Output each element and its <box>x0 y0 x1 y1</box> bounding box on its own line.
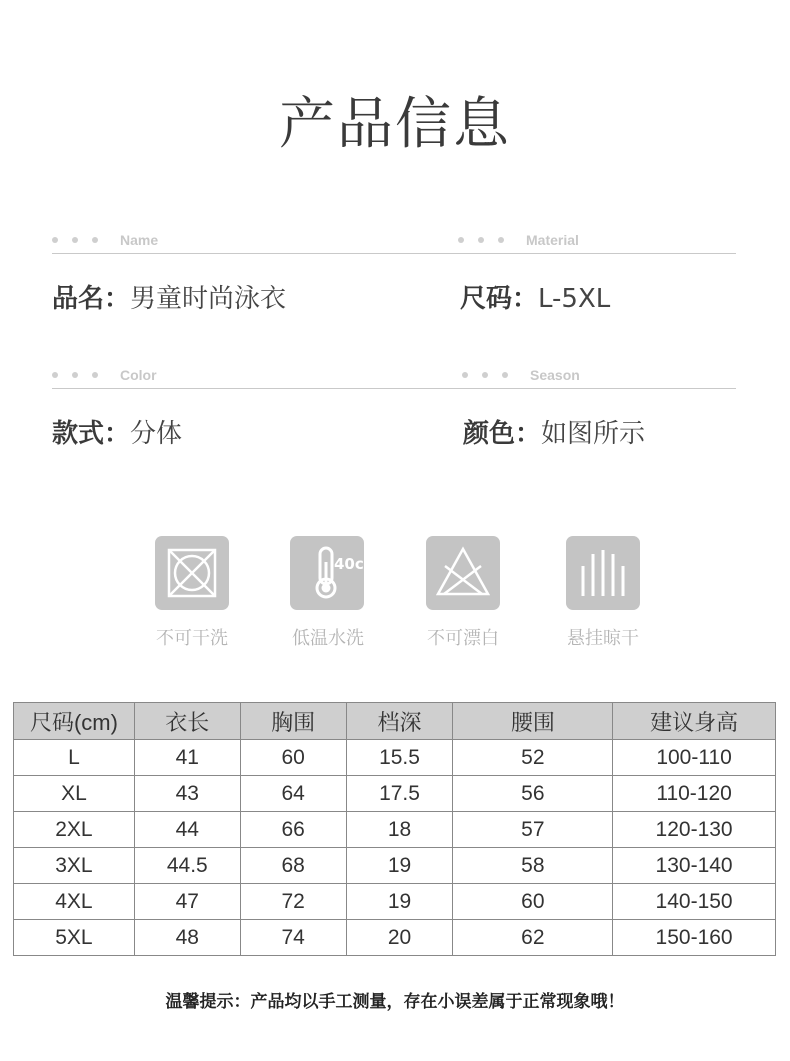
column-header: 腰围 <box>453 703 613 740</box>
measurement-tip: 温馨提示：产品均以手工测量，存在小误差属于正常现象哦！ <box>165 992 625 1012</box>
column-header: 档深 <box>346 703 453 740</box>
table-cell: 5XL <box>14 920 135 956</box>
table-cell: 19 <box>346 884 453 920</box>
table-row <box>14 776 776 812</box>
no-bleach-icon <box>426 536 500 610</box>
size-table <box>13 702 776 956</box>
field-label-text: Material <box>526 232 579 248</box>
table-cell: 57 <box>453 812 613 848</box>
table-cell: XL <box>14 776 135 812</box>
table-cell: 58 <box>453 848 613 884</box>
field-label-name <box>52 230 376 250</box>
field-size <box>460 284 610 314</box>
table-cell: 72 <box>240 884 346 920</box>
table-cell: 18 <box>346 812 453 848</box>
table-cell: 20 <box>346 920 453 956</box>
table-cell: 4XL <box>14 884 135 920</box>
table-cell: 52 <box>453 740 613 776</box>
table-cell: 60 <box>453 884 613 920</box>
field-label-text: Color <box>120 367 157 383</box>
field-color <box>463 419 645 449</box>
table-row <box>14 740 776 776</box>
field-key: 颜色： <box>463 419 542 449</box>
table-cell: 17.5 <box>346 776 453 812</box>
no-tumble-dry-icon <box>155 536 229 610</box>
table-cell: 150-160 <box>613 920 776 956</box>
table-row <box>14 848 776 884</box>
table-cell: 48 <box>134 920 240 956</box>
table-row <box>14 920 776 956</box>
field-key: 品名： <box>52 284 131 314</box>
table-cell: 120-130 <box>613 812 776 848</box>
table-cell: 110-120 <box>613 776 776 812</box>
hang-dry-icon <box>566 536 640 610</box>
field-value: L-5XL <box>538 284 611 314</box>
low-temp-wash-icon <box>290 536 364 610</box>
care-label: 低温水洗 <box>292 628 364 649</box>
table-row <box>14 812 776 848</box>
page-title: 产品信息 <box>279 92 511 157</box>
table-cell: 47 <box>134 884 240 920</box>
field-label-text: Name <box>120 232 159 248</box>
field-label-material <box>458 230 736 250</box>
table-cell: 66 <box>240 812 346 848</box>
wash-temp-text: 40c <box>334 555 364 573</box>
column-header: 尺码(cm) <box>14 703 135 740</box>
column-header: 建议身高 <box>613 703 776 740</box>
dots-decoration <box>52 230 98 250</box>
table-cell: 15.5 <box>346 740 453 776</box>
column-header: 衣长 <box>134 703 240 740</box>
table-cell: 60 <box>240 740 346 776</box>
table-cell: 62 <box>453 920 613 956</box>
field-label-season <box>462 365 736 385</box>
table-cell: 68 <box>240 848 346 884</box>
dots-decoration <box>462 365 508 385</box>
table-cell: 19 <box>346 848 453 884</box>
table-cell: 2XL <box>14 812 135 848</box>
field-label-color <box>52 365 376 385</box>
table-cell: 74 <box>240 920 346 956</box>
field-value: 男童时尚泳衣 <box>130 284 287 314</box>
field-key: 款式： <box>52 419 131 449</box>
field-value: 如图所示 <box>541 419 646 449</box>
table-cell: 140-150 <box>613 884 776 920</box>
dots-decoration <box>458 230 504 250</box>
table-cell: L <box>14 740 135 776</box>
table-cell: 100-110 <box>613 740 776 776</box>
care-label: 不可干洗 <box>156 628 228 649</box>
table-cell: 64 <box>240 776 346 812</box>
table-cell: 130-140 <box>613 848 776 884</box>
field-key: 尺码： <box>460 284 539 314</box>
care-label: 不可漂白 <box>427 628 499 649</box>
dots-decoration <box>52 365 98 385</box>
table-cell: 44 <box>134 812 240 848</box>
table-header-row <box>14 703 776 740</box>
table-cell: 3XL <box>14 848 135 884</box>
column-header: 胸围 <box>240 703 346 740</box>
table-cell: 43 <box>134 776 240 812</box>
table-cell: 44.5 <box>134 848 240 884</box>
divider-line <box>52 253 736 254</box>
care-label: 悬挂晾干 <box>567 628 639 649</box>
field-style <box>52 419 182 449</box>
field-name <box>52 284 286 314</box>
table-cell: 41 <box>134 740 240 776</box>
divider-line <box>52 388 736 389</box>
field-value: 分体 <box>130 419 183 449</box>
field-label-text: Season <box>530 367 580 383</box>
table-row <box>14 884 776 920</box>
table-cell: 56 <box>453 776 613 812</box>
